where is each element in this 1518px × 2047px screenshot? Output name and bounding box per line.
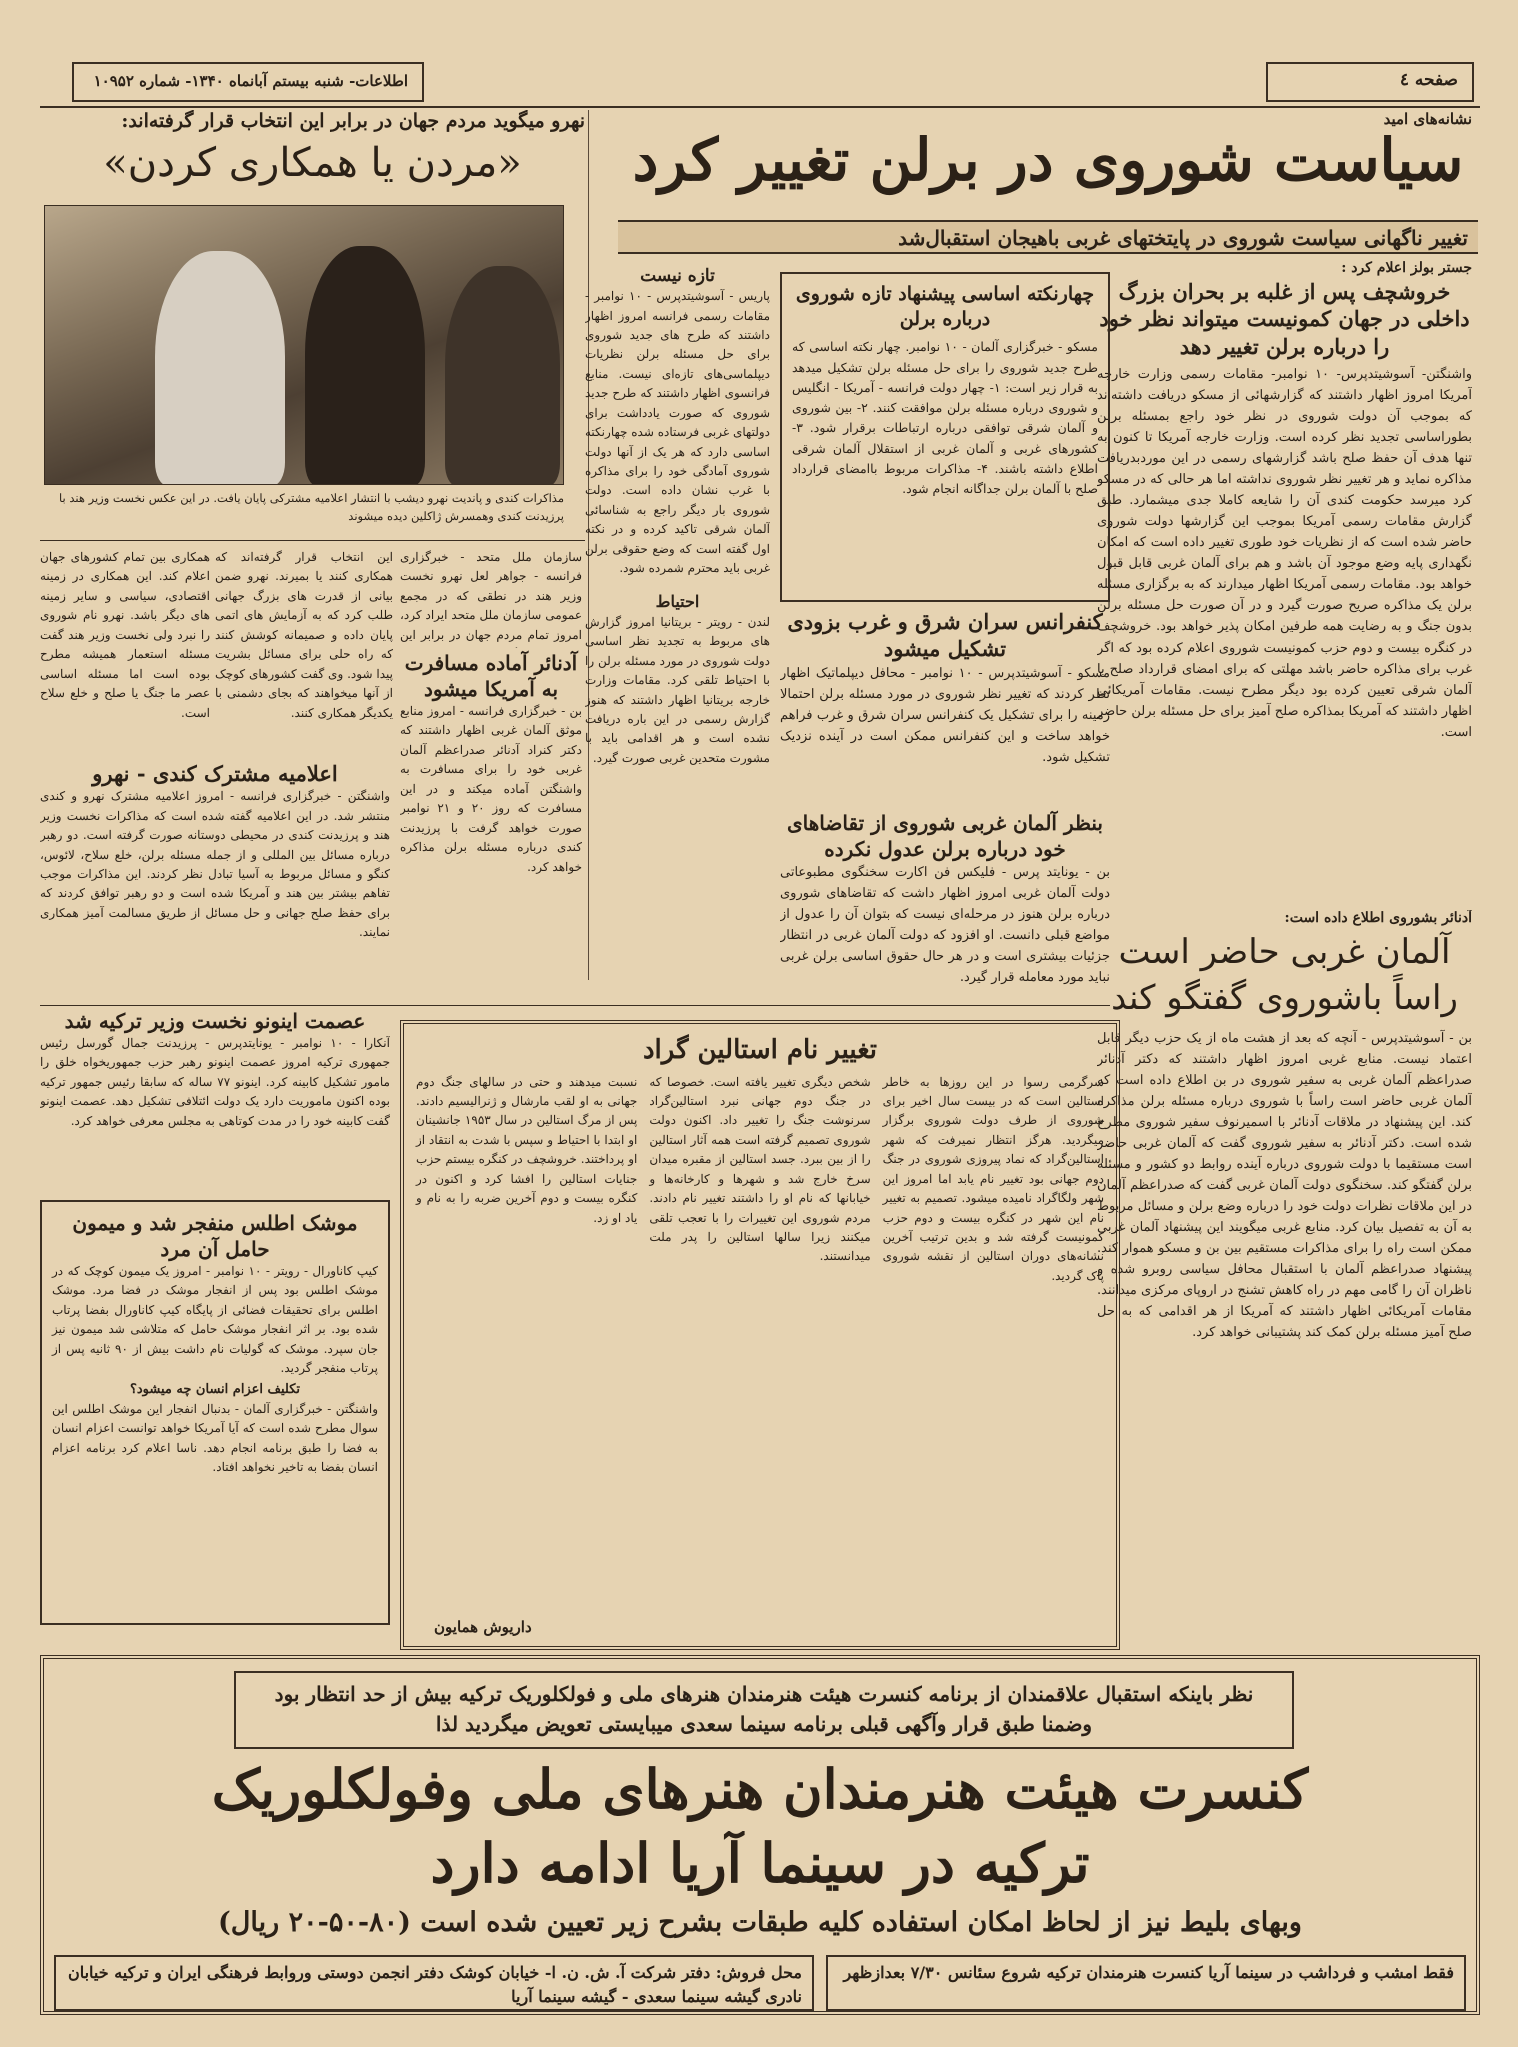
ad-bottom-right-text: فقط امشب و فرداشب در سینما آریا کنسرت هنرمندان ترکیه شروع سئانس ۷/۳۰ بعدازظهر — [843, 1963, 1454, 1982]
nehru-headline: «مردن یا همکاری کردن» — [103, 140, 522, 186]
ad-bottom-left — [54, 1955, 814, 2011]
masthead: اطلاعات- شنبه بیستم آبانماه ۱۳۴۰- شماره ۱۰۹۵۲ — [93, 72, 408, 90]
germany-title: بنظر آلمان غربی شوروی از تقاضاهای خود درباره برلن عدول نکرده — [786, 811, 1103, 861]
four-points-box — [780, 272, 1110, 602]
photo-figure-kennedy — [445, 266, 560, 485]
new-title: تازه نیست — [640, 266, 715, 286]
inonu-title: عصمت اینونو نخست وزیر ترکیه شد — [64, 1009, 366, 1033]
clay-story — [1097, 260, 1472, 920]
britain-story — [585, 592, 770, 812]
stalingrad-author: داریوش همایون — [434, 1618, 532, 1636]
stalingrad-col3: نسبت میدهند و حتی در سالهای جنگ دوم جهانی به او لقب مارشال و ژنرالیسیم دادند. پس از مرگ استالین در سال ۱۹۵۳ جانشینان او ابتدا با احتیاط و سپس با شدت به انتقاد از او پرداختند. خروشچف در کنگره بیستم حزب جنایات استالین را افشا کرد و اکنون در کنگره بیست و دوم آخرین ضربه را به نام و یاد او زد. — [416, 1074, 638, 1225]
ad-bottom-right — [826, 1955, 1466, 2011]
adenauer-story — [400, 650, 582, 1010]
joint-title: اعلامیه مشترک کندی - نهرو — [92, 761, 338, 786]
concert-ad — [40, 1655, 1480, 2015]
clay-intro: جستر بولز اعلام کرد : — [1341, 260, 1472, 276]
germany-body: بن - یونایتد پرس - فلیکس فن اکارت سخنگوی مطبوعاتی دولت آلمان غربی امروز اظهار داشت که تقاضاهای شوروی درباره برلن هنوز در مرحله‌ای نیست که بتوان آن را عدول از مواضع قبلی دانست. او افزود که دولت آلمان غربی در انتظار جزئیات بیشتری است و در هر حال حقوق اساسی برلن غربی نباید مورد معامله قرار گیرد. — [780, 865, 1110, 986]
page-number: صفحه ٤ — [1399, 70, 1458, 90]
stalingrad-title: تغییر نام استالین گراد — [642, 1035, 878, 1065]
missile-sub: تکلیف اعزام انسان چه میشود؟ — [129, 1381, 300, 1397]
conference-body: مسکو - آسوشیتدپرس - ۱۰ نوامبر - محافل دیپلماتیک اظهار نظر کردند که تغییر نظر شوروی در مورد مسئله برلن احتمالا زمینه را برای تشکیل یک کنفرانس سران شرق و غرب فراهم خواهد ساخت و این کنفرانس ممکن است در آینده نزدیک تشکیل شود. — [780, 665, 1110, 765]
header-rule — [40, 106, 1480, 108]
missile-title: موشک اطلس منفجر شد و میمون حامل آن مرد — [72, 1211, 358, 1261]
adenauer-body: بن - خبرگزاری فرانسه - امروز منابع موثق آلمان غربی اظهار داشتند که دکتر کنراد آدنائر صدراعظم آلمان غربی خود را برای مسافرت به واشنگتن آماده میکند و در این مسافرت که روز ۲۰ و ۲۱ نوامبر صورت خواهد گرفت با پرزیدنت کندی درباره مسئله برلن مذاکره خواهد کرد. — [400, 704, 582, 874]
four-points-title: چهارنکته اساسی پیشنهاد تازه شوروی درباره برلن — [795, 283, 1095, 330]
kennedy-nehru-photo — [44, 205, 564, 485]
nehru-rule — [40, 540, 585, 541]
new-body: پاریس - آسوشیتدپرس - ۱۰ نوامبر - مقامات رسمی فرانسه امروز اظهار داشتند که طرح های جدید شوروی برای حل مسئله برلن نظریات دیپلماسی‌های تازه‌ای نیست. منابع فرانسوی اظهار داشتند که طرح جدید شوروی که صورت یادداشت برای دولتهای غربی فرستاده شده چهارنکته اساسی دارد که هر یک از آنها دولت شوروی آمادگی خود را برای مذاکره با غرب نشان داده است. دولت شوروی بار دیگر راجع به شناسائی آلمان شرقی تاکید کرده و در نکته اول گفته است که وضع حقوقی برلن غربی باید محترم شمرده شود. — [585, 289, 770, 576]
ad-line2: ترکیه در سینما آریا ادامه دارد — [430, 1831, 1090, 1895]
adenauer2-story — [1097, 910, 1472, 1400]
inonu-body: آنکارا - ۱۰ نوامبر - یونایتدپرس - پرزیدنت جمال گورسل رئیس جمهوری ترکیه امروز عصمت اینونو رهبر حزب جمهوریخواه خلق را مامور تشکیل کابینه کرد. اینونو ۷۷ ساله که سابقا رئیس جمهور ترکیه بوده اکنون ماموریت دارد یک دولت ائتلافی تشکیل دهد. عصمت اینونو گفت کابینه خود را در مدت کوتاهی به مجلس معرفی خواهد کرد. — [40, 1036, 390, 1128]
four-points-body: مسکو - خبرگزاری آلمان - ۱۰ نوامبر. چهار نکته اساسی که طرح جدید شوروی را برای حل مسئله برلن تشکیل میدهد به قرار زیر است: ۱- چهار دولت فرانسه - آمریکا - انگلیس و شوروی درباره مسئله برلن موافقت کنند. ۲- بین شوروی و آلمان شرقی توافقی درباره ارتباطات برقرار شود. ۳- کشورهای غربی و آلمان غربی از استقلال آلمان شرقی اطلاع داشته باشند. ۴- مذاکرات مربوط باامضای قرارداد صلح با آلمان برلن جداگانه انجام شود. — [792, 339, 1099, 497]
ad-top-text: نظر باینکه استقبال علاقمندان از برنامه کنسرت هیئت هنرمندان هنرهای ملی و فولکلوریک ترکیه بیش از حد انتظار بود وضمنا طبق قرار وآگهی قبلی برنامه سینما سعدی میبایستی تعویض میگردید لذا — [274, 1682, 1254, 1736]
nehru-kicker: نهرو میگوید مردم جهان در برابر این انتخاب قرار گرفته‌اند: — [121, 110, 585, 132]
page-number-box — [1266, 62, 1474, 102]
conference-title: کنفرانس سران شرق و غرب بزودی تشکیل میشود — [787, 609, 1103, 662]
clay-headline: خروشچف پس از غلبه بر بحران بزرگ داخلی در جهان کمونیست میتواند نظر خود را درباره برلن تغییر دهد — [1099, 279, 1470, 359]
photo-figure-nehru — [155, 251, 285, 485]
lead-kicker: نشانه‌های امید — [1383, 110, 1472, 128]
lead-subhead: تغییر ناگهانی سیاست شوروی در پایتختهای غربی باهیجان استقبال‌شد — [618, 220, 1478, 254]
joint-body: واشنگتن - خبرگزاری فرانسه - امروز اعلامیه مشترک نهرو و کندی منتشر شد. در این اعلامیه گفته شده است که مذاکرات نخست وزیر هند و پرزیدنت کندی در محیطی دوستانه صورت گرفته است. دو رهبر درباره مسائل بین المللی و از جمله مسئله برلن، خلع سلاح، لائوس، کنگو و مسائل مربوط به آسیا تبادل نظر کردند. این مذاکرات موجب تفاهم بیشتر بین هند و آمریکا شده است و دو رهبر توافق کردند که برای حفظ صلح جهانی و حل مسائل از طریق مسالمت آمیز همکاری نمایند. — [40, 789, 390, 940]
britain-body: لندن - رویتر - بریتانیا امروز گزارش های مربوط به تجدید نظر اساسی دولت شوروی در مورد مسئله برلن را با احتیاط تلقی کرد. مقامات وزارت خارجه بریتانیا اظهار داشتند که هنوز گزارش رسمی در این باره دریافت نشده است و هر اقدامی باید با مشورت متحدین غربی صورت گیرد. — [585, 614, 770, 765]
missile-body2: واشنگتن - خبرگزاری آلمان - بدنبال انفجار این موشک اطلس این سوال مطرح شده است که آیا آمریکا خواهد توانست اعزام انسان به فضا را طبق برنامه انجام دهد. ناسا اعلام کرد برنامه اعزام انسان بفضا به تاخیر نخواهد افتاد. — [52, 1401, 378, 1474]
adenauer2-title: آلمان غربی حاضر است راساً باشوروی گفتگو کند — [1111, 932, 1458, 1018]
stalingrad-columns — [416, 1073, 1104, 1287]
ad-bottom-left-text: محل فروش: دفتر شرکت آ. ش. ن. ا- خیابان کوشک دفتر انجمن دوستی وروابط فرهنگی ایران و ترکیه خیابان نادری گیشه سینما سعدی - گیشه سینما آریا — [67, 1963, 802, 2006]
adenauer2-body: بن - آسوشیتدپرس - آنچه که بعد از هشت ماه از یک حزب دیگر قابل اعتماد نیست. منابع غربی امروز اظهار داشتند که دکتر آدنائر صدراعظم آلمان غربی به سفیر شوروی در بن اطلاع داده است که آلمان غربی حاضر است راساً با شوروی درباره مسئله برلن مذاکره کند. این پیشنهاد در ملاقات آدنائر با اسمیرنوف سفیر شوروی مطرح شده است. دکتر آدنائر به سفیر شوروی گفت که آلمان غربی حاضر است مستقیما با دولت شوروی درباره آینده روابط دو کشور و مسئله برلن گفتگو کند. سخنگوی دولت آلمان غربی گفت که صدراعظم آلمان در این ملاقات نظرات دولت خود را درباره وضع برلن و مسائل مربوط به آن به تفصیل بیان کرد. منابع غربی میگویند این پیشنهاد آلمان غربی ممکن است راه را برای مذاکرات مستقیم بین بن و مسکو هموار کند. پیشنهاد صدراعظم آلمان با استقبال محافل سیاسی روبرو شده و ناظران آن را گامی مهم در راه کاهش تشنج در اروپای مرکزی میدانند. مقامات آمریکائی اظهار داشتند که آمریکا از هر اقدامی که به حل صلح آمیز مسئله برلن کمک کند پشتیبانی خواهد کرد. — [1097, 1030, 1472, 1341]
nehru-col2: این انتخاب قرار گرفته‌اند که همکاری کنند یا بمیرند. نهرو ضمن بیانی از قدرت های بزرگ جهانی طلب کرد که به آزمایش های اتمی پایان داده و صمیمانه کوشش کنند که راه حلی برای مسائل بشریت پیدا شود. وی گفت کشورهای کوچک از آنها میخواهند که بجای دشمنی با یکدیگر همکاری کنند. — [215, 550, 393, 720]
new-column — [585, 265, 770, 590]
stalingrad-col1: سرگرمی رسوا در این روزها به خاطر استالین است که در بیست سال اخیر برای شوروی از طرف دولت شوروی برگزار میگردید. هرگز انتظار نمیرفت که شهر استالین‌گراد که نماد پیروزی شوروی در جنگ دوم جهانی بود تغییر نام یابد اما امروز این شهر ولگاگراد نامیده میشود. تصمیم به تغییر نام این شهر در کنگره بیست و دوم حزب کمونیست گرفته شد و بدین ترتیب آخرین نشانه‌های دوران استالین از نقشه شوروی پاک گردید. — [882, 1074, 1104, 1283]
adenauer-title: آدنائر آماده مسافرت به آمریکا میشود — [404, 651, 578, 701]
ad-line3: وبهای بلیط نیز از لحاظ امکان استفاده کلیه طبقات بشرح زیر تعیین شده است (۸۰-۵۰-۲۰ ریال) — [218, 1907, 1302, 1938]
missile-box — [40, 1200, 390, 1625]
stalingrad-col2: شخص دیگری تغییر یافته است. خصوصا که در جنگ دوم جهانی نبرد استالین‌گراد سرنوشت جنگ را تغییر داد. اکنون دولت شوروی تصمیم گرفته است همه آثار استالین را از بین ببرد. جسد استالین از مقبره میدان سرخ خارج شد و شهرها و کارخانه‌ها و خیابانها که نام او را داشتند تغییر نام دادند. مردم شوروی این تغییرات را با تعجب تلقی میکنند زیرا سالها استالین را پدر ملت میدانستند. — [649, 1074, 871, 1264]
missile-body: کیپ کاناورال - رویتر - ۱۰ نوامبر - امروز یک میمون کوچک که در موشک اطلس بود پس از انفجار موشک در فضا مرد. موشک اطلس برای تحقیقات فضائی از پایگاه کیپ کاناورال بفضا پرتاب شده بود. بر اثر انفجار موشک حامل که متلاشی شد میمون نیز جان سپرد. موشک که گولیات نام داشت بیش از ۹۰ ثانیه پس از پرتاب منفجر گردید. — [52, 1264, 378, 1376]
nehru-col1: سازمان ملل متحد - خبرگزاری فرانسه - جواهر لعل نهرو نخست وزیر هند در نطقی که در مجمع عمومی سازمان ملل متحد ایراد کرد، امروز تمام مردم جهان در برابر این — [400, 550, 582, 642]
adenauer2-intro: آدنائر بشوروی اطلاع داده است: — [1284, 910, 1472, 926]
lead-headline: سیاست شوروی در برلن تغییر کرد — [632, 130, 1464, 194]
britain-title: احتیاط — [655, 592, 700, 611]
mid-rule — [40, 1005, 1110, 1006]
ad-top-box — [234, 1671, 1294, 1749]
photo-figure-jacqueline — [305, 246, 425, 485]
stalingrad-box — [400, 1020, 1120, 1650]
clay-body: واشنگتن- آسوشیتدپرس- ۱۰ نوامبر- مقامات رسمی وزارت خارجه آمریکا امروز اظهار داشتند که گزارشهائی از مسکو دریافت داشته‌اند که بموجب آن دولت شوروی در نظر خود راجع بمسئله برلن بطوراساسی تجدید نظر کرده است. وزارت خارجه آمریکا تا کنون به تنها هدف آن حفظ صلح باشد گزارشهای رسمی در این موردبدریافت مذاکره نماید و هر تغییر نظر شوروی نداشته اما هر حالی که در مسکو کرد میرسد حکومت کندی آن را شایعه کاملا جدی میشمارد. طبق گزارش مقامات رسمی آمریکا بموجب این گزارشها دولت شوروی حاضر شده است که از نظریات خود طوری تغییر داده است که امکان نگهداری پایه وضع موجود آن باشد و هم برای آلمان غربی قابل قبول خواهد بود. مقامات رسمی آمریکا اظهار میدارند که به برگزاری مسئله برلن یک مذاکره صریح صورت گیرد و در آن صورت حل مسئله برلن بدون جنگ و به رضایت همه طرفین امکان پذیر خواهد بود. خروشچف در کنگره بیست و دوم حزب کمونیست شوروی اعلام کرده بود که اگر غرب برای مذاکره حاضر باشد مهلتی که برای امضای قرارداد صلح با آلمان شرقی تعیین کرده بود دیگر مطرح نیست. مقامات آمریکائی اظهار داشتند که آمریکا بمذاکره صلح آمیز برای حل مسئله برلن حاضر است. — [1097, 366, 1472, 740]
masthead-box — [72, 62, 424, 102]
conference-story — [780, 608, 1110, 803]
joint-story — [40, 760, 390, 1000]
ad-line1: کنسرت هیئت هنرمندان هنرهای ملی وفولکلوریک — [211, 1757, 1309, 1821]
germany-story — [780, 810, 1110, 1005]
photo-caption: مذاکرات کندی و پاندیت نهرو دیشب با انتشار اعلامیه مشترکی پایان یافت. در این عکس نخست وزیر هند با پرزیدنت کندی وهمسرش ژاکلین دیده میشوند — [59, 491, 564, 523]
nehru-col3: همکاری بین تمام کشورهای جهان اعلام کند. این همکاری در زمینه اقتصادی، سیاسی و سایر زمینه های دیگر باشد. نهرو نام شوروی را نبرد ولی نخست وزیر هند گفت مسئله استعمار همیشه مطرح بوده است اما مسئله اساسی عصر ما جنگ یا صلح و خلع سلاح است. — [40, 550, 210, 720]
inonu-story — [40, 1008, 390, 1198]
